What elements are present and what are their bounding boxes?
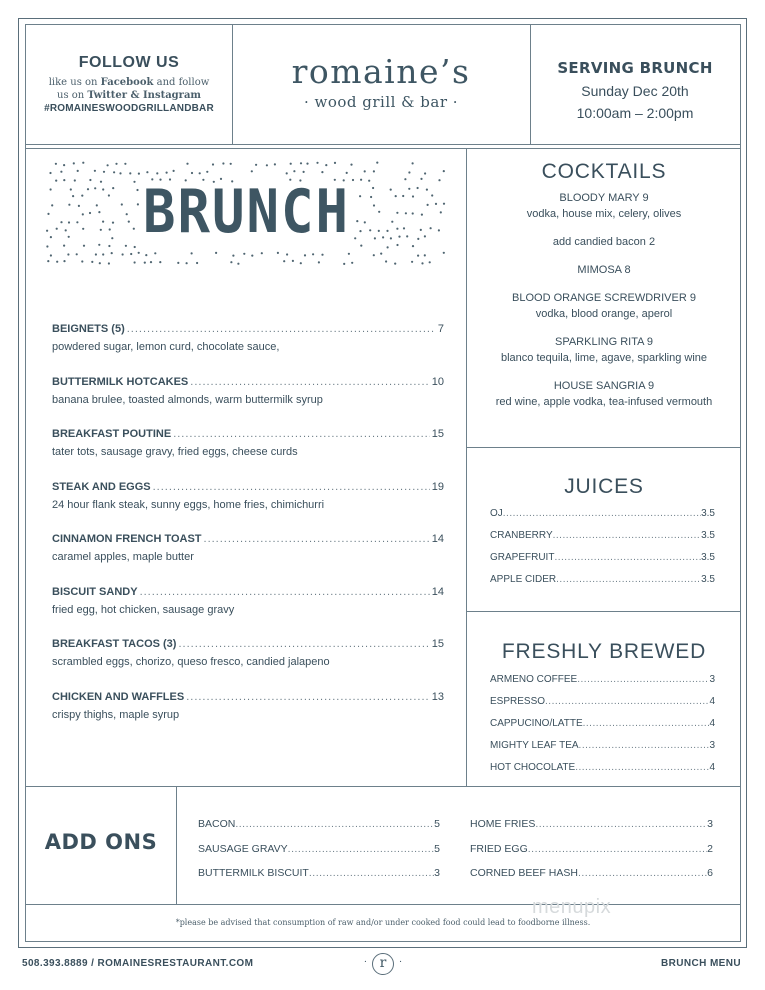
cocktail-name: MIMOSA 8 — [577, 264, 631, 276]
cocktail-name: BLOODY MARY 9 — [559, 192, 649, 204]
serving-title: SERVING BRUNCH — [557, 59, 713, 77]
addon-item-price: 3 — [707, 818, 713, 830]
decorative-dot — [343, 263, 345, 265]
leader-dots — [178, 638, 429, 650]
decorative-dot — [251, 255, 253, 257]
watermark: menupix — [532, 896, 612, 918]
menu-item-price: 7 — [437, 323, 444, 335]
decorative-dot — [424, 254, 426, 256]
menu-item-row — [52, 481, 444, 493]
decorative-dot — [81, 260, 83, 262]
decorative-dot — [107, 164, 109, 166]
follow-us-block — [26, 26, 232, 144]
serving-date: Sunday Dec 20th — [581, 83, 689, 99]
decorative-dot — [222, 162, 224, 164]
menu-item-price: 15 — [431, 428, 444, 440]
decorative-dot — [286, 172, 288, 174]
decorative-dot — [154, 252, 156, 254]
decorative-dot — [283, 260, 285, 262]
decorative-dot — [290, 163, 292, 165]
twitter-instagram-link[interactable]: Twitter & Instagram — [87, 90, 201, 101]
cocktail-item — [470, 236, 738, 248]
decorative-dot — [215, 252, 217, 254]
decorative-dot — [56, 261, 58, 263]
decorative-dot — [348, 253, 350, 255]
decorative-dot — [124, 163, 126, 165]
leader-dots — [535, 818, 707, 830]
menu-item — [52, 376, 444, 429]
decorative-dot — [443, 170, 445, 172]
cocktails-heading: COCKTAILS — [541, 160, 667, 183]
menu-item — [52, 586, 444, 639]
menu-item-name: BREAKFAST TACOS (3) — [52, 638, 177, 650]
decorative-dot — [429, 261, 431, 263]
decorative-dot — [251, 170, 253, 172]
juice-item-name: GRAPEFRUIT — [490, 552, 555, 563]
addon-item-price: 3 — [434, 867, 440, 879]
juice-item-price: 3.5 — [701, 574, 715, 585]
juice-item-price: 3.5 — [701, 508, 715, 519]
decorative-dot — [166, 172, 168, 174]
decorative-dot — [351, 262, 353, 264]
menu-item — [52, 533, 444, 586]
cocktail-item — [470, 264, 738, 276]
leader-dots — [288, 843, 434, 855]
serving-info — [530, 26, 740, 144]
decorative-dot — [394, 263, 396, 265]
menu-item-name: BEIGNETS (5) — [52, 323, 125, 335]
section-divider — [466, 447, 741, 448]
decorative-dot — [122, 253, 124, 255]
decorative-dot — [156, 172, 158, 174]
decorative-dot — [146, 171, 148, 173]
decorative-dot — [411, 261, 413, 263]
decorative-dot — [292, 260, 294, 262]
juice-item — [490, 508, 715, 530]
decorative-dot — [230, 261, 232, 263]
decorative-dot — [129, 172, 131, 174]
leader-dots — [204, 533, 430, 545]
cocktail-description: blanco tequila, lime, agave, sparkling wine — [500, 352, 708, 364]
addon-item — [198, 867, 440, 892]
decorative-dot — [82, 162, 84, 164]
decorative-dot — [115, 163, 117, 165]
brunch-title-block — [44, 160, 449, 270]
leader-dots — [583, 718, 710, 729]
decorative-dot — [191, 252, 193, 254]
menu-item-description: powdered sugar, lemon curd, chocolate sauce, — [52, 341, 280, 353]
decorative-dot — [266, 164, 268, 166]
menu-item-price: 15 — [431, 638, 444, 650]
brewed-item — [490, 674, 715, 696]
hashtag: #ROMAINESWOODGRILLANDBAR — [44, 103, 214, 114]
decorative-dot — [99, 262, 101, 264]
cocktail-name: SPARKLING RITA 9 — [554, 336, 653, 348]
decorative-dot — [261, 252, 263, 254]
juice-item-name: APPLE CIDER — [490, 574, 557, 585]
menu-item-description: crispy thighs, maple syrup — [52, 708, 180, 721]
menu-item-row — [52, 323, 444, 335]
menu-item — [52, 691, 444, 744]
decorative-dot — [303, 171, 305, 173]
decorative-dot — [334, 162, 336, 164]
addon-item-price: 5 — [434, 818, 440, 830]
brewed-item-price: 4 — [709, 718, 715, 729]
menu-item-name: STEAK AND EGGS — [52, 480, 151, 493]
juice-item — [490, 574, 715, 596]
menu-item-price: 13 — [431, 690, 444, 703]
leader-dots — [553, 530, 701, 541]
addon-item-name: CORNED BEEF HASH — [470, 867, 578, 879]
addons-heading: ADD ONS — [44, 830, 158, 854]
decorative-dot — [134, 246, 136, 248]
leader-dots — [545, 696, 709, 707]
decorative-dot — [177, 262, 179, 264]
decorative-dot — [173, 170, 175, 172]
cocktail-name: HOUSE SANGRIA 9 — [553, 380, 655, 392]
follow-line-2: us on Twitter & Instagram — [57, 90, 201, 101]
leader-dots — [127, 323, 436, 335]
brewed-item-name: MIGHTY LEAF TEA — [490, 740, 579, 751]
brewed-item-price: 4 — [709, 696, 715, 707]
cocktail-item — [470, 380, 738, 408]
decorative-dot — [55, 163, 57, 165]
decorative-dot — [49, 172, 51, 174]
decorative-dot — [144, 262, 146, 264]
brewed-list — [490, 674, 715, 784]
leader-dots — [186, 691, 430, 703]
brewed-item-name: ESPRESSO — [490, 696, 546, 707]
decorative-dot — [243, 253, 245, 255]
decorative-dot — [321, 171, 323, 173]
addons-divider — [25, 786, 741, 787]
facebook-link[interactable]: Facebook — [100, 77, 154, 88]
decorative-dot — [318, 261, 320, 263]
juice-item — [490, 552, 715, 574]
addon-item-name: FRIED EGG — [470, 842, 528, 855]
decorative-dot — [94, 170, 96, 172]
menu-item — [52, 638, 444, 691]
decorative-dot — [103, 171, 105, 173]
r-emblem-icon: r — [372, 953, 394, 975]
menu-item-description: tater tots, sausage gravy, fried eggs, cheese curds — [52, 446, 298, 458]
leader-dots — [554, 552, 701, 563]
decorative-dot — [67, 253, 69, 255]
juice-item-name: OJ — [490, 508, 503, 519]
menu-item-name: BUTTERMILK HOTCAKES — [52, 375, 189, 388]
leader-dots — [235, 818, 434, 830]
decorative-dot — [108, 262, 110, 264]
menu-item — [52, 428, 444, 481]
juice-item-price: 3.5 — [701, 530, 715, 541]
footer-label: BRUNCH MENU — [661, 958, 741, 969]
juice-item — [490, 530, 715, 552]
menu-item-price: 19 — [431, 480, 444, 493]
decorative-dot — [102, 253, 104, 255]
addons-col-divider — [176, 786, 177, 904]
follow-line-1: like us on Facebook and follow — [48, 77, 210, 88]
addon-item-name: BUTTERMILK BISCUIT — [198, 867, 309, 879]
decorative-dot — [424, 172, 426, 174]
cocktail-item — [470, 292, 738, 320]
leader-dots — [578, 867, 707, 879]
brunch-title: BRUNCH — [142, 176, 351, 247]
decorative-dot — [159, 261, 161, 263]
menu-item-row — [52, 638, 444, 650]
menu-item — [52, 323, 444, 376]
decorative-dot — [63, 260, 65, 262]
addon-item — [198, 843, 440, 868]
cocktail-item — [470, 336, 738, 364]
juices-list — [490, 508, 715, 596]
menu-item-name: BREAKFAST POUTINE — [52, 428, 172, 440]
decorative-dot — [199, 172, 201, 174]
brewed-item-name: HOT CHOCOLATE — [490, 762, 576, 773]
decorative-dot — [47, 260, 49, 262]
right-column-divider — [466, 148, 467, 786]
cocktail-item — [470, 192, 738, 220]
menu-item-row — [52, 586, 444, 598]
leader-dots — [528, 843, 707, 855]
brewed-item — [490, 740, 715, 762]
menu-item-name: CINNAMON FRENCH TOAST — [52, 533, 202, 545]
juice-item-name: CRANBERRY — [490, 530, 553, 541]
menu-item-price: 14 — [431, 585, 444, 598]
leader-dots — [577, 674, 709, 685]
addon-item-price: 2 — [707, 842, 713, 855]
decorative-dot — [119, 172, 121, 174]
decorative-dot — [111, 252, 113, 254]
footer-contact: 508.393.8889 / ROMAINESRESTAURANT.COM — [22, 958, 254, 969]
decorative-dot — [134, 261, 136, 263]
decorative-dot — [206, 171, 208, 173]
decorative-dot — [274, 163, 276, 165]
menu-item-name: CHICKEN AND WAFFLES — [52, 690, 185, 703]
decorative-dot — [230, 163, 232, 165]
note-divider — [25, 904, 741, 905]
addons-left-list — [198, 818, 440, 892]
leader-dots — [309, 867, 434, 879]
decorative-dot — [300, 262, 302, 264]
decorative-dot — [300, 162, 302, 164]
decorative-dot — [304, 254, 306, 256]
decorative-dot — [232, 255, 234, 257]
decorative-dot — [293, 170, 295, 172]
leader-dots — [140, 586, 430, 598]
decorative-dot — [91, 261, 93, 263]
decorative-dot — [312, 253, 314, 255]
decorative-dot — [387, 246, 389, 248]
addons-right-list — [470, 818, 713, 892]
restaurant-logo — [233, 26, 529, 144]
menu-item-price: 10 — [431, 375, 444, 388]
serving-time: 10:00am – 2:00pm — [576, 105, 694, 121]
leader-dots — [575, 762, 709, 773]
decorative-dot — [186, 163, 188, 165]
leader-dots — [579, 740, 710, 751]
decorative-dot — [412, 162, 414, 164]
decorative-dot — [286, 253, 288, 255]
menu-item — [52, 481, 444, 534]
decorative-dot — [186, 262, 188, 264]
decorative-dot — [76, 253, 78, 255]
decorative-dot — [373, 254, 375, 256]
brewed-item — [490, 718, 715, 740]
decorative-dot — [196, 262, 198, 264]
brewed-item — [490, 696, 715, 718]
menu-item-row — [52, 691, 444, 703]
menu-item-row — [52, 428, 444, 440]
addon-item — [470, 818, 713, 843]
brewed-item — [490, 762, 715, 784]
decorative-dot — [60, 171, 62, 173]
decorative-dot — [77, 170, 79, 172]
header-divider — [25, 144, 741, 145]
decorative-dot — [346, 172, 348, 174]
decorative-dot — [321, 254, 323, 256]
addon-item-name: HOME FRIES — [470, 818, 536, 830]
addon-item — [470, 867, 713, 892]
decorative-dot — [95, 253, 97, 255]
decorative-dot — [443, 252, 445, 254]
cocktails-list — [470, 192, 738, 424]
decorative-dot — [373, 170, 375, 172]
addon-item-name: BACON — [198, 818, 236, 830]
brewed-item-price: 3 — [709, 674, 715, 685]
decorative-dot — [50, 254, 52, 256]
brewed-item-name: CAPPUCINO/LATTE — [490, 718, 583, 729]
leader-dots — [190, 376, 429, 388]
decorative-dot — [385, 260, 387, 262]
leader-dots — [556, 574, 701, 585]
addon-item-price: 5 — [434, 842, 440, 855]
brewed-item-price: 4 — [709, 762, 715, 773]
brewed-item-name: ARMENO COFFEE — [490, 674, 578, 685]
menu-item-description: 24 hour flank steak, sunny eggs, home fries, chimichurri — [52, 498, 325, 511]
cocktail-description: red wine, apple vodka, tea-infused vermouth — [495, 396, 713, 408]
decorative-dot — [306, 163, 308, 165]
footer-emblem: · r · — [358, 952, 408, 976]
cocktail-description: vodka, house mix, celery, olives — [526, 208, 682, 220]
decorative-dot — [145, 254, 147, 256]
brunch-menu-list — [52, 323, 444, 743]
decorative-dot — [255, 164, 257, 166]
leader-dots — [503, 508, 701, 519]
decorative-dot — [380, 253, 382, 255]
decorative-dot — [408, 171, 410, 173]
decorative-dot — [113, 171, 115, 173]
logo-name: romaine’s — [291, 52, 471, 91]
decorative-dot — [150, 261, 152, 263]
menu-item-description: banana brulee, toasted almonds, warm buttermilk syrup — [52, 393, 323, 406]
menu-item-row — [52, 376, 444, 388]
decorative-dot — [364, 170, 366, 172]
decorative-dot — [130, 253, 132, 255]
decorative-dot — [376, 162, 378, 164]
decorative-dot — [63, 164, 65, 166]
decorative-dot — [191, 172, 193, 174]
decorative-dot — [325, 164, 327, 166]
leader-dots — [173, 428, 430, 440]
addon-item-price: 6 — [707, 867, 713, 879]
decorative-dot — [316, 162, 318, 164]
food-safety-note: *please be advised that consumption of raw and/or under cooked food could lead to foodborne illness. — [175, 918, 591, 927]
logo-subtitle: · wood grill & bar · — [303, 93, 459, 111]
brewed-item-price: 3 — [709, 740, 715, 751]
addon-item — [198, 818, 440, 843]
menu-item-row — [52, 533, 444, 545]
menu-item-description: caramel apples, maple butter — [52, 551, 194, 563]
cocktail-name: add candied bacon 2 — [552, 236, 656, 248]
decorative-dot — [417, 255, 419, 257]
decorative-dot — [350, 164, 352, 166]
header-divider-2 — [25, 148, 741, 149]
decorative-dot — [212, 163, 214, 165]
addon-item — [470, 843, 713, 868]
menu-item-price: 14 — [431, 533, 444, 545]
freshly-brewed-heading: FRESHLY BREWED — [501, 640, 707, 663]
decorative-dot — [421, 262, 423, 264]
decorative-dot — [138, 252, 140, 254]
cocktail-name: BLOOD ORANGE SCREWDRIVER 9 — [512, 292, 696, 304]
follow-title: FOLLOW US — [78, 54, 180, 71]
menu-item-description: scrambled eggs, chorizo, queso fresco, candied jalapeno — [52, 656, 330, 668]
decorative-dot — [237, 263, 239, 265]
decorative-dot — [138, 173, 140, 175]
decorative-dot — [73, 162, 75, 164]
juices-heading: JUICES — [564, 475, 644, 498]
menu-item-name: BISCUIT SANDY — [52, 585, 138, 598]
decorative-dot — [277, 252, 279, 254]
leader-dots — [153, 481, 430, 493]
juice-item-price: 3.5 — [701, 552, 715, 563]
menu-item-description: fried egg, hot chicken, sausage gravy — [52, 603, 235, 616]
addon-item-name: SAUSAGE GRAVY — [198, 842, 288, 855]
section-divider — [466, 611, 741, 612]
cocktail-description: vodka, blood orange, aperol — [535, 308, 673, 320]
